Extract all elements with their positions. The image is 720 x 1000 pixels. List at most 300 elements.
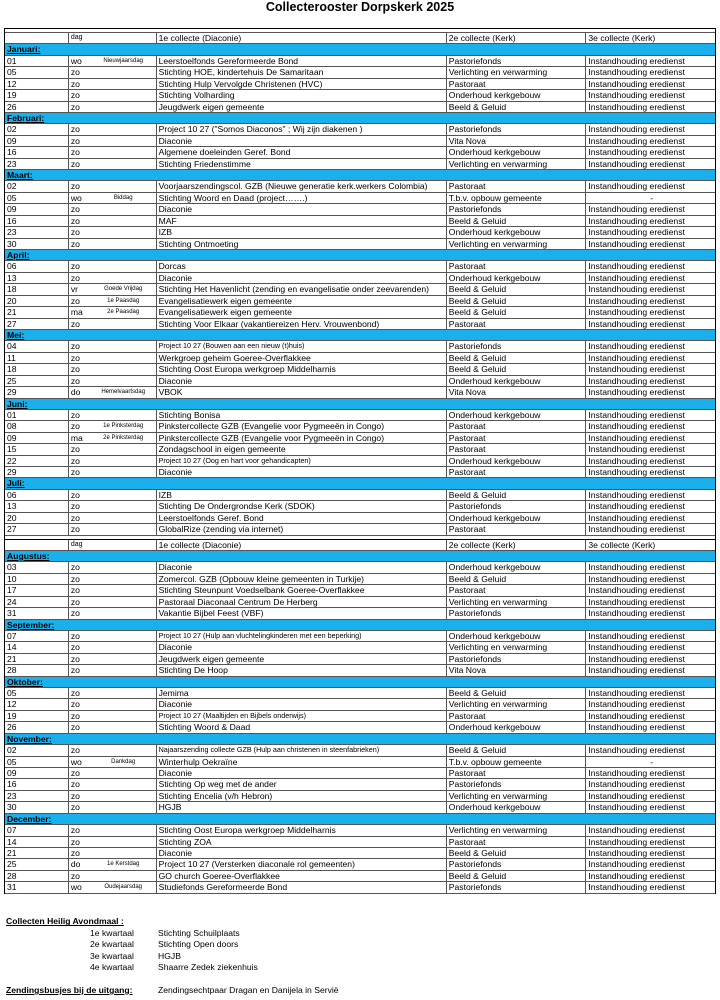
occasion-cell bbox=[89, 825, 157, 835]
table-row bbox=[5, 608, 715, 619]
collecte-2-cell: Pastoraat bbox=[447, 768, 587, 778]
avondmaal-name: Stichting Schuilplaats bbox=[158, 927, 240, 938]
collecte-1-cell: Diaconie bbox=[157, 273, 447, 283]
weekday-cell: zo bbox=[70, 489, 80, 500]
occasion-cell bbox=[89, 768, 157, 778]
collecte-2-cell: Pastoriefonds bbox=[447, 124, 587, 134]
collecte-2-cell: Pastoraat bbox=[447, 524, 587, 534]
weekday-cell: zo bbox=[70, 181, 80, 192]
collecte-2-cell: Onderhoud kerkgebouw bbox=[447, 376, 587, 386]
weekday-cell: zo bbox=[70, 524, 80, 535]
weekday-cell: wo bbox=[70, 882, 82, 893]
table-row bbox=[5, 364, 715, 375]
occasion-cell bbox=[89, 410, 157, 420]
occasion-cell bbox=[89, 501, 157, 511]
header-collecte-3: 3e collecte (Kerk) bbox=[588, 539, 656, 550]
occasion-cell bbox=[89, 642, 157, 652]
date-cell: 31 bbox=[5, 882, 69, 892]
month-label: November: bbox=[7, 733, 52, 744]
date-cell: 07 bbox=[5, 825, 69, 835]
weekday-cell: zo bbox=[70, 455, 80, 466]
month-label: December: bbox=[7, 813, 52, 824]
weekday-cell: zo bbox=[70, 710, 80, 721]
collecte-3-cell: Instandhouding eredienst bbox=[588, 524, 685, 535]
table-row bbox=[5, 574, 715, 585]
table-row bbox=[5, 273, 715, 284]
collecte-1-cell: Project 10 27 (Hulp aan vluchtelingkinderen met een beperking) bbox=[157, 631, 447, 641]
weekday-cell: zo bbox=[70, 699, 80, 710]
date-cell: 25 bbox=[5, 376, 69, 386]
table-row bbox=[5, 631, 715, 642]
month-row bbox=[5, 44, 715, 55]
collecte-1-cell: Project 10 27 (Versterken diaconale rol gemeenten) bbox=[157, 859, 447, 869]
date-cell: 02 bbox=[5, 181, 69, 191]
collecte-1-cell: Leerstoelfonds Geref. Bond bbox=[157, 513, 447, 523]
collecte-1-cell: Diaconie bbox=[157, 136, 447, 146]
collecte-2-cell: Verlichting en verwarming bbox=[447, 597, 587, 607]
header-date-cell bbox=[5, 33, 69, 43]
collecte-1-cell: Diaconie bbox=[157, 467, 447, 477]
month-label: Juni: bbox=[7, 398, 28, 409]
weekday-cell: zo bbox=[70, 630, 80, 641]
collecte-3-cell: Instandhouding eredienst bbox=[588, 147, 685, 158]
collecte-1-cell: Stichting Oost Europa werkgroep Middelharnis bbox=[157, 364, 447, 374]
occasion-cell bbox=[89, 456, 157, 466]
occasion-cell bbox=[89, 608, 157, 618]
date-cell: 17 bbox=[5, 585, 69, 595]
collecte-3-cell: Instandhouding eredienst bbox=[588, 444, 685, 455]
collecte-3-cell: Instandhouding eredienst bbox=[588, 432, 685, 443]
month-label: September: bbox=[7, 619, 55, 630]
month-row bbox=[5, 551, 715, 562]
collecte-3-cell: Instandhouding eredienst bbox=[588, 272, 685, 283]
collecte-2-cell: Onderhoud kerkgebouw bbox=[447, 631, 587, 641]
collecte-3-cell: Instandhouding eredienst bbox=[588, 630, 685, 641]
collecte-2-cell: Beeld & Geluid bbox=[447, 688, 587, 698]
collecte-3-cell: Instandhouding eredienst bbox=[588, 882, 685, 893]
date-cell: 01 bbox=[5, 56, 69, 66]
table-row bbox=[5, 699, 715, 710]
table-row bbox=[5, 490, 715, 501]
occasion-cell bbox=[89, 227, 157, 237]
date-cell: 04 bbox=[5, 341, 69, 351]
table-row bbox=[5, 67, 715, 78]
date-cell: 27 bbox=[5, 524, 69, 534]
weekday-cell: zo bbox=[70, 768, 80, 778]
date-cell: 20 bbox=[5, 513, 69, 523]
avondmaal-name: Stichting Open doors bbox=[158, 939, 239, 950]
zending-row bbox=[4, 985, 716, 996]
collecte-1-cell: Stichting De Hoop bbox=[157, 665, 447, 675]
collecte-2-cell: Pastoraat bbox=[447, 79, 587, 89]
collecte-2-cell: Beeld & Geluid bbox=[447, 490, 587, 500]
collecte-3-cell: Instandhouding eredienst bbox=[588, 859, 685, 870]
collecte-3-cell: Instandhouding eredienst bbox=[588, 341, 685, 352]
collecte-1-cell: Algemene doeleinden Geref. Bond bbox=[157, 147, 447, 157]
occasion-cell bbox=[89, 688, 157, 698]
collecte-2-cell: Onderhoud kerkgebouw bbox=[447, 90, 587, 100]
collecte-2-cell: Beeld & Geluid bbox=[447, 353, 587, 363]
date-cell: 29 bbox=[5, 387, 69, 397]
weekday-cell: zo bbox=[70, 295, 80, 306]
date-cell: 24 bbox=[5, 597, 69, 607]
date-cell: 05 bbox=[5, 688, 69, 698]
avondmaal-quarter: 4e kwartaal bbox=[90, 962, 134, 973]
collecte-1-cell: Stichting Op weg met de ander bbox=[157, 779, 447, 789]
collecte-1-cell: Stichting Oost Europa werkgroep Middelharnis bbox=[157, 825, 447, 835]
date-cell: 21 bbox=[5, 654, 69, 664]
table-row bbox=[5, 711, 715, 722]
collecte-2-cell: Verlichting en verwarming bbox=[447, 67, 587, 77]
occasion-cell bbox=[89, 665, 157, 675]
month-row bbox=[5, 170, 715, 181]
collecte-1-cell: Project 10 27 (Maaltijden en Bijbels onderwijs) bbox=[157, 711, 447, 721]
weekday-cell: zo bbox=[70, 272, 80, 283]
weekday-cell: wo bbox=[70, 55, 82, 66]
collecte-1-cell: Diaconie bbox=[157, 768, 447, 778]
collecte-2-cell: Onderhoud kerkgebouw bbox=[447, 273, 587, 283]
collecte-1-cell: VBOK bbox=[157, 387, 447, 397]
date-cell: 16 bbox=[5, 147, 69, 157]
occasion-cell bbox=[89, 837, 157, 847]
collecte-1-cell: Pinkstercollecte GZB (Evangelie voor Pygmeeën in Congo) bbox=[157, 421, 447, 431]
date-cell: 02 bbox=[5, 745, 69, 755]
collecte-1-cell: Voorjaarszendingscol. GZB (Nieuwe generatie kerk.werkers Colombia) bbox=[157, 181, 447, 191]
table-row bbox=[5, 524, 715, 535]
date-cell: 06 bbox=[5, 261, 69, 271]
collecte-1-cell: Diaconie bbox=[157, 562, 447, 572]
weekday-cell: zo bbox=[70, 665, 80, 676]
weekday-cell: zo bbox=[70, 444, 80, 455]
collecte-3-cell: Instandhouding eredienst bbox=[588, 238, 685, 249]
occasion-cell bbox=[89, 376, 157, 386]
occasion-cell bbox=[89, 631, 157, 641]
collecte-2-cell: Vita Nova bbox=[447, 665, 587, 675]
date-cell: 05 bbox=[5, 193, 69, 203]
collecte-2-cell: Pastoriefonds bbox=[447, 204, 587, 214]
table-row bbox=[5, 848, 715, 859]
collecte-2-cell: Pastoraat bbox=[447, 837, 587, 847]
occasion-cell bbox=[89, 802, 157, 812]
collecte-3-cell: Instandhouding eredienst bbox=[588, 802, 685, 813]
collecte-2-cell: Pastoraat bbox=[447, 181, 587, 191]
occasion-cell: 1e Paasdag bbox=[89, 296, 157, 306]
date-cell: 21 bbox=[5, 848, 69, 858]
collecte-2-cell: Beeld & Geluid bbox=[447, 364, 587, 374]
date-cell: 22 bbox=[5, 456, 69, 466]
occasion-cell bbox=[89, 147, 157, 157]
weekday-cell: zo bbox=[70, 409, 80, 420]
month-row bbox=[5, 478, 715, 489]
occasion-cell: Dankdag bbox=[89, 757, 157, 767]
collecte-3-cell: Instandhouding eredienst bbox=[588, 562, 685, 573]
weekday-cell: zo bbox=[70, 653, 80, 664]
collecte-1-cell: Dorcas bbox=[157, 261, 447, 271]
avondmaal-item bbox=[4, 951, 716, 962]
collecte-1-cell: Diaconie bbox=[157, 204, 447, 214]
date-cell: 20 bbox=[5, 296, 69, 306]
occasion-cell bbox=[89, 585, 157, 595]
collecte-1-cell: Stichting ZOA bbox=[157, 837, 447, 847]
avondmaal-spacer bbox=[4, 962, 88, 973]
table-row bbox=[5, 421, 715, 432]
month-row bbox=[5, 677, 715, 688]
collecte-2-cell: Pastoriefonds bbox=[447, 608, 587, 618]
date-cell: 16 bbox=[5, 779, 69, 789]
collecte-3-cell: Instandhouding eredienst bbox=[588, 135, 685, 146]
avondmaal-heading: Collecten Heilig Avondmaal : bbox=[6, 916, 124, 927]
header-row bbox=[5, 540, 715, 551]
collecte-1-cell: Stichting Voor Elkaar (vakantiereizen Herv. Vrouwenbond) bbox=[157, 319, 447, 329]
avondmaal-quarter: 3e kwartaal bbox=[90, 950, 134, 961]
header-row bbox=[5, 33, 715, 44]
collecte-3-cell: Instandhouding eredienst bbox=[588, 284, 685, 295]
collecte-3-cell: Instandhouding eredienst bbox=[588, 204, 685, 215]
occasion-cell bbox=[89, 848, 157, 858]
collecte-2-cell: Pastoraat bbox=[447, 261, 587, 271]
month-label: Januari: bbox=[7, 44, 41, 55]
occasion-cell bbox=[89, 67, 157, 77]
collecte-1-cell: Project 10 27 (Oog en hart voor gehandicapten) bbox=[157, 456, 447, 466]
collecte-3-cell: Instandhouding eredienst bbox=[588, 364, 685, 375]
avondmaal-quarter: 1e kwartaal bbox=[90, 927, 134, 938]
date-cell: 18 bbox=[5, 364, 69, 374]
table-row bbox=[5, 284, 715, 295]
table-row bbox=[5, 642, 715, 653]
date-cell: 26 bbox=[5, 722, 69, 732]
collecte-2-cell: Onderhoud kerkgebouw bbox=[447, 722, 587, 732]
collecte-2-cell: Beeld & Geluid bbox=[447, 574, 587, 584]
table-row bbox=[5, 79, 715, 90]
collecte-2-cell: Pastoriefonds bbox=[447, 779, 587, 789]
occasion-cell bbox=[89, 319, 157, 329]
table-row bbox=[5, 307, 715, 318]
month-label: Februari: bbox=[7, 112, 45, 123]
occasion-cell bbox=[89, 699, 157, 709]
weekday-cell: zo bbox=[70, 512, 80, 523]
date-cell: 23 bbox=[5, 227, 69, 237]
table-row bbox=[5, 444, 715, 455]
date-cell: 09 bbox=[5, 204, 69, 214]
collecte-3-cell: Instandhouding eredienst bbox=[588, 790, 685, 801]
header-collecte-1: 1e collecte (Diaconie) bbox=[157, 33, 447, 43]
collecte-3-cell: Instandhouding eredienst bbox=[588, 825, 685, 836]
collecte-1-cell: Stichting Bonisa bbox=[157, 410, 447, 420]
date-cell: 12 bbox=[5, 699, 69, 709]
weekday-cell: zo bbox=[70, 352, 80, 363]
collecte-2-cell: Verlichting en verwarming bbox=[447, 825, 587, 835]
weekday-cell: zo bbox=[70, 802, 80, 813]
date-cell: 14 bbox=[5, 837, 69, 847]
collecte-2-cell: Pastoraat bbox=[447, 421, 587, 431]
date-cell: 28 bbox=[5, 665, 69, 675]
weekday-cell: zo bbox=[70, 135, 80, 146]
collecte-1-cell: Diaconie bbox=[157, 376, 447, 386]
table-row bbox=[5, 825, 715, 836]
collecte-1-cell: Jeugdwerk eigen gemeente bbox=[157, 102, 447, 112]
collecte-3-cell: Instandhouding eredienst bbox=[588, 387, 685, 398]
date-cell: 10 bbox=[5, 574, 69, 584]
collecte-1-cell: IZB bbox=[157, 490, 447, 500]
occasion-cell: Oudejaarsdag bbox=[89, 882, 157, 892]
collecte-1-cell: Diaconie bbox=[157, 699, 447, 709]
month-label: Oktober: bbox=[7, 676, 43, 687]
table-row bbox=[5, 791, 715, 802]
date-cell: 06 bbox=[5, 490, 69, 500]
collecte-1-cell: Stichting Ontmoeting bbox=[157, 239, 447, 249]
date-cell: 09 bbox=[5, 433, 69, 443]
date-cell: 29 bbox=[5, 467, 69, 477]
collecte-2-cell: Onderhoud kerkgebouw bbox=[447, 456, 587, 466]
collecte-3-cell: Instandhouding eredienst bbox=[588, 608, 685, 619]
date-cell: 31 bbox=[5, 608, 69, 618]
collecte-2-cell: Verlichting en verwarming bbox=[447, 159, 587, 169]
collecte-1-cell: IZB bbox=[157, 227, 447, 237]
date-cell: 01 bbox=[5, 410, 69, 420]
avondmaal-name: Shaarre Zedek ziekenhuis bbox=[158, 962, 258, 973]
collecte-2-cell: Pastoriefonds bbox=[447, 501, 587, 511]
weekday-cell: zo bbox=[70, 421, 80, 432]
table-row bbox=[5, 204, 715, 215]
collecte-2-cell: Vita Nova bbox=[447, 136, 587, 146]
collecte-3-cell: Instandhouding eredienst bbox=[588, 124, 685, 135]
avondmaal-item bbox=[4, 939, 716, 950]
collecte-3-cell: Instandhouding eredienst bbox=[588, 90, 685, 101]
collecte-1-cell: Stichting Het Havenlicht (zending en evangelisatie onder zeevarenden) bbox=[157, 284, 447, 294]
weekday-cell: vr bbox=[70, 284, 78, 295]
occasion-cell: Biddag bbox=[89, 193, 157, 203]
table-row bbox=[5, 665, 715, 676]
occasion-cell bbox=[89, 364, 157, 374]
table-row bbox=[5, 433, 715, 444]
collecte-1-cell: Najaarszending collecte GZB (Hulp aan christenen in steenfabrieken) bbox=[157, 745, 447, 755]
collecte-2-cell: Beeld & Geluid bbox=[447, 307, 587, 317]
table-row bbox=[5, 456, 715, 467]
table-row bbox=[5, 745, 715, 756]
collecte-3-cell: Instandhouding eredienst bbox=[588, 585, 685, 596]
table-row bbox=[5, 501, 715, 512]
weekday-cell: zo bbox=[70, 642, 80, 653]
date-cell: 09 bbox=[5, 768, 69, 778]
occasion-cell: 2e Pinksterdag bbox=[89, 433, 157, 443]
header-collecte-2: 2e collecte (Kerk) bbox=[447, 540, 587, 550]
collecte-1-cell: Stichting Woord en Daad (project…….) bbox=[157, 193, 447, 203]
collecte-2-cell: T.b.v. opbouw gemeente bbox=[447, 757, 587, 767]
collecte-3-cell: Instandhouding eredienst bbox=[588, 870, 685, 881]
table-row bbox=[5, 802, 715, 813]
avondmaal-item bbox=[4, 962, 716, 973]
occasion-cell bbox=[89, 791, 157, 801]
collecte-2-cell: Pastoraat bbox=[447, 711, 587, 721]
collecte-3-cell: Instandhouding eredienst bbox=[588, 847, 685, 858]
weekday-cell: ma bbox=[70, 307, 83, 318]
date-cell: 13 bbox=[5, 501, 69, 511]
collecte-3-cell: Instandhouding eredienst bbox=[588, 768, 685, 778]
weekday-cell: zo bbox=[70, 238, 80, 249]
collecte-1-cell: Studiefonds Gereformeerde Bond bbox=[157, 882, 447, 892]
collecte-3-cell: Instandhouding eredienst bbox=[588, 836, 685, 847]
occasion-cell bbox=[89, 159, 157, 169]
date-cell: 13 bbox=[5, 273, 69, 283]
collecte-2-cell: Pastoriefonds bbox=[447, 882, 587, 892]
collecte-3-cell: Instandhouding eredienst bbox=[588, 455, 685, 466]
table-row bbox=[5, 261, 715, 272]
date-cell: 15 bbox=[5, 444, 69, 454]
collecte-3-cell: Instandhouding eredienst bbox=[588, 101, 685, 112]
occasion-cell bbox=[89, 711, 157, 721]
collecte-2-cell: Beeld & Geluid bbox=[447, 216, 587, 226]
weekday-cell: zo bbox=[70, 341, 80, 352]
occasion-cell: Goede Vrijdag bbox=[89, 284, 157, 294]
collecte-3-cell: Instandhouding eredienst bbox=[588, 55, 685, 66]
weekday-cell: zo bbox=[70, 562, 80, 573]
table-row bbox=[5, 147, 715, 158]
footer-section bbox=[4, 894, 716, 997]
weekday-cell: zo bbox=[70, 90, 80, 101]
collecte-1-cell: Evangelisatiewerk eigen gemeente bbox=[157, 307, 447, 317]
header-date-cell bbox=[5, 540, 69, 550]
weekday-cell: zo bbox=[70, 585, 80, 596]
month-row bbox=[5, 814, 715, 825]
collecte-3-cell: Instandhouding eredienst bbox=[588, 642, 685, 653]
occasion-cell bbox=[89, 261, 157, 271]
weekday-cell: ma bbox=[70, 432, 83, 443]
occasion-cell bbox=[89, 204, 157, 214]
collecte-1-cell: GO church Goeree-Overflakkee bbox=[157, 871, 447, 881]
weekday-cell: zo bbox=[70, 101, 80, 112]
table-row bbox=[5, 410, 715, 421]
collecte-3-cell: Instandhouding eredienst bbox=[588, 181, 685, 192]
month-row bbox=[5, 250, 715, 261]
collecte-1-cell: Stichting Steunpunt Voedselbank Goeree-Overflakkee bbox=[157, 585, 447, 595]
collecte-2-cell: Verlichting en verwarming bbox=[447, 699, 587, 709]
header-occasion-cell bbox=[89, 540, 157, 550]
collecte-3-cell: Instandhouding eredienst bbox=[588, 421, 685, 432]
occasion-cell bbox=[89, 102, 157, 112]
collecte-1-cell: MAF bbox=[157, 216, 447, 226]
collecte-3-cell: Instandhouding eredienst bbox=[588, 318, 685, 329]
weekday-cell: wo bbox=[70, 756, 82, 767]
weekday-cell: zo bbox=[70, 204, 80, 215]
collecte-1-cell: Stichting Woord & Daad bbox=[157, 722, 447, 732]
occasion-cell bbox=[89, 562, 157, 572]
table-row bbox=[5, 597, 715, 608]
month-label: Augustus: bbox=[7, 550, 50, 561]
collecte-2-cell: Beeld & Geluid bbox=[447, 848, 587, 858]
avondmaal-list bbox=[4, 928, 716, 974]
date-cell: 03 bbox=[5, 562, 69, 572]
weekday-cell: zo bbox=[70, 847, 80, 858]
table-row bbox=[5, 768, 715, 779]
header-day: dag bbox=[70, 540, 83, 548]
collecte-3-cell: Instandhouding eredienst bbox=[588, 158, 685, 169]
table-row bbox=[5, 296, 715, 307]
collecte-3-cell: Instandhouding eredienst bbox=[588, 215, 685, 226]
table-row bbox=[5, 387, 715, 398]
occasion-cell: Nieuwjaarsdag bbox=[89, 56, 157, 66]
collecte-3-cell: Instandhouding eredienst bbox=[588, 512, 685, 523]
weekday-cell: zo bbox=[70, 375, 80, 386]
date-cell: 30 bbox=[5, 239, 69, 249]
table-row bbox=[5, 871, 715, 882]
weekday-cell: zo bbox=[70, 688, 80, 699]
collecte-1-cell: Project 10 27 (Bouwen aan een nieuw (t)huis) bbox=[157, 341, 447, 351]
header-collecte-1: 1e collecte (Diaconie) bbox=[157, 540, 447, 550]
collecte-3-cell: Instandhouding eredienst bbox=[588, 745, 685, 756]
occasion-cell bbox=[89, 574, 157, 584]
date-cell: 21 bbox=[5, 307, 69, 317]
occasion-cell: 1e Kerstdag bbox=[89, 859, 157, 869]
